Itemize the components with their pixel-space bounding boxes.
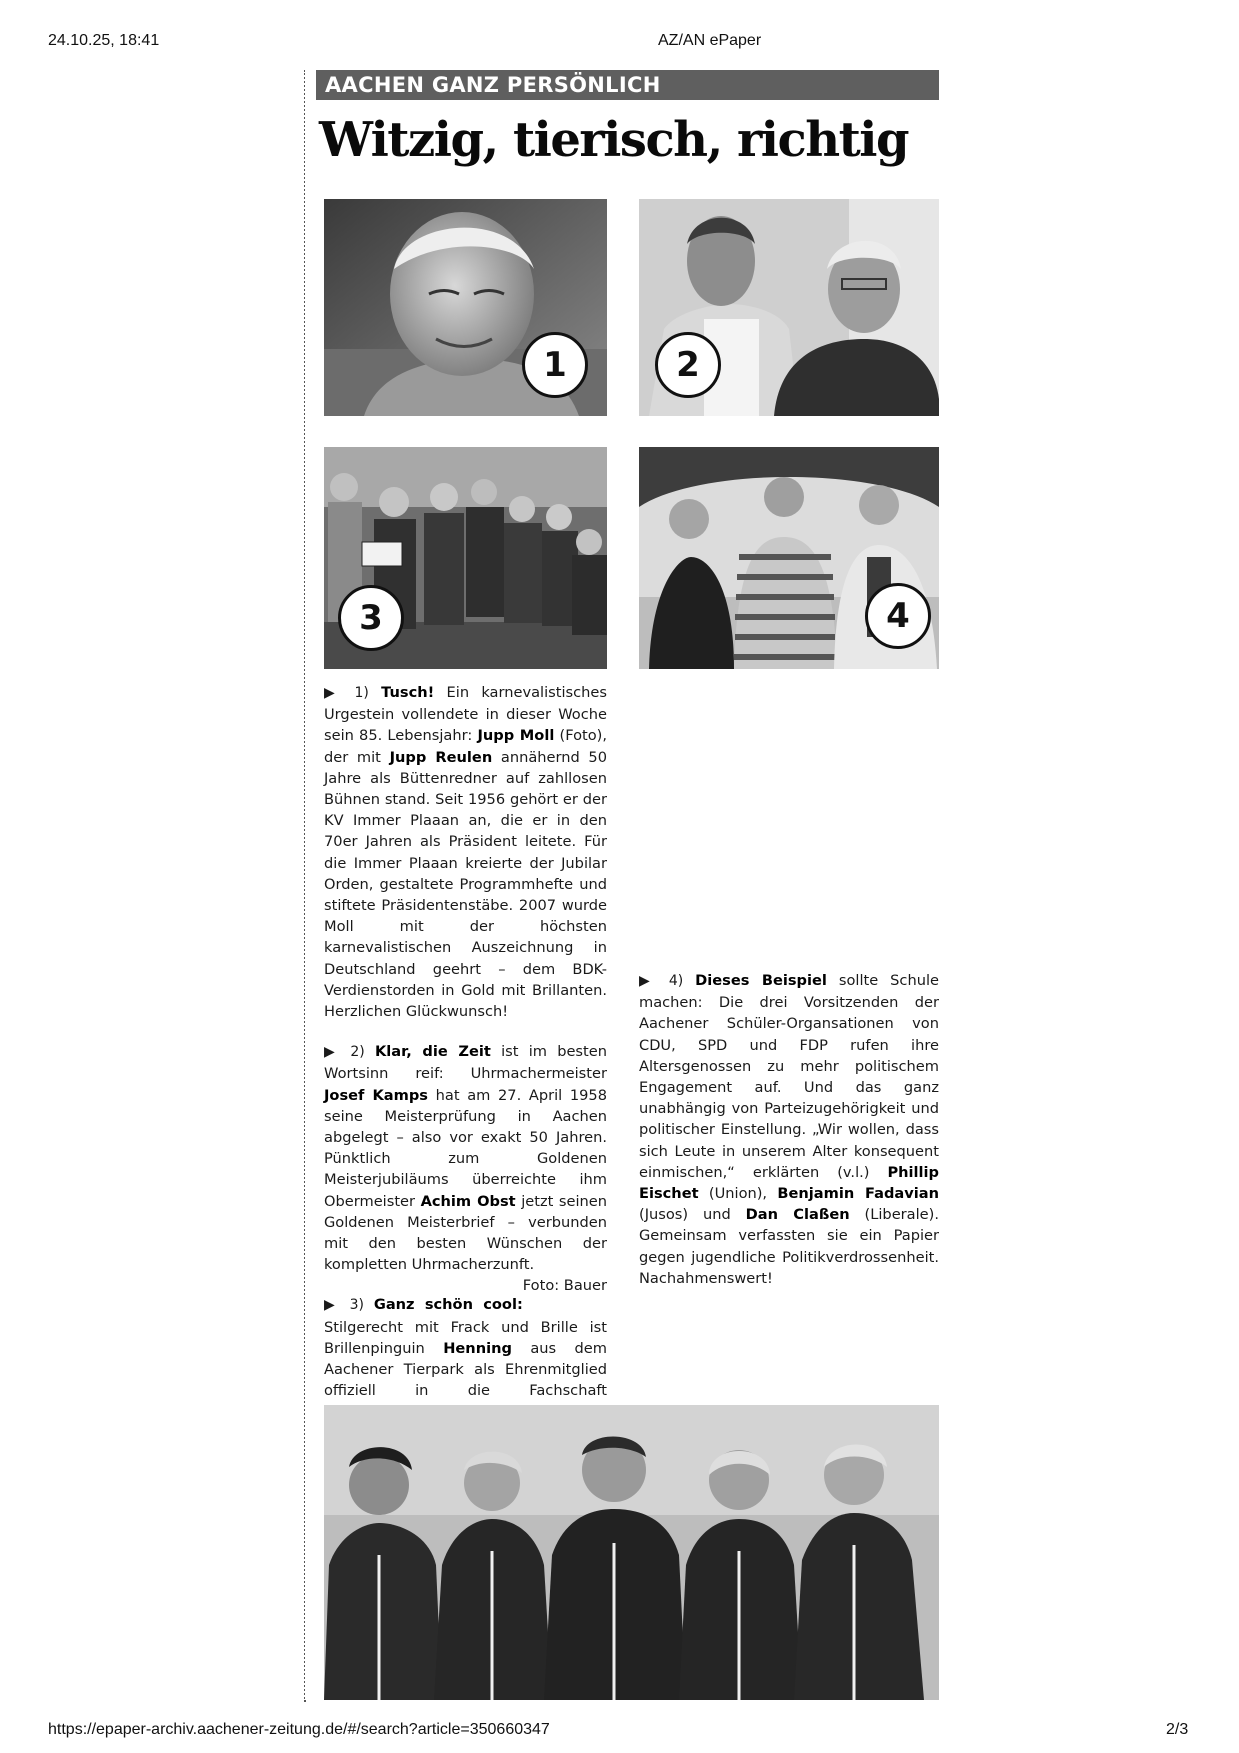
- photo-4-three-young-men: [639, 447, 939, 669]
- print-footer-page: 2/3: [1166, 1721, 1189, 1738]
- print-header-datetime: 24.10.25, 18:41: [48, 32, 160, 49]
- photo-2-number: 2: [655, 332, 721, 398]
- photo-1-portrait: [324, 199, 607, 416]
- photo-2-two-men: [639, 199, 939, 416]
- newspaper-clipping: [305, 70, 939, 1700]
- item-3-paragraph: ▶ 3) Ganz schön cool: Stilgerecht mit Frack und Brille ist Brillenpinguin Henning aus dem Aachener Tierpark als Ehrenmitglied offiziell in die Fachschaft: [324, 1296, 607, 1400]
- photo-1-number: 1: [522, 332, 588, 398]
- photo-3-group-penguin: [324, 447, 607, 669]
- bottom-photo-image: [324, 1405, 939, 1700]
- print-header-title: AZ/AN ePaper: [658, 32, 762, 49]
- print-footer-url: https://epaper-archiv.aachener-zeitung.de/#/search?article=350660347: [48, 1721, 550, 1738]
- item-4-paragraph: ▶ 4) Dieses Beispiel sollte Schule machen: Die drei Vorsitzenden der Aachener Schüler-Organsationen von CDU, SPD und FDP rufen ihre Altersgenossen zu mehr politischem Engagement auf. Und das ganz unabhängig von Parteizugehörigkeit und politischer Einstellung. „Wir wollen, dass sich Leute in unserem Alter konsequent einmischen,“ erklärten (v.l.) Phillip Eischet (Union), Benjamin Fadavian (Jusos) und Dan Claßen (Liberale). Gemeinsam verfassten sie ein Papier gegen jugendliche Politikverdrossenheit. Nachahmenswert!: [639, 972, 939, 1287]
- text-column-right: [639, 970, 939, 1308]
- item-1-paragraph: ▶ 1) Tusch! Ein karnevalistisches Urgestein vollendete in dieser Woche sein 85. Lebensjahr: Jupp Moll (Foto), der mit Jupp Reulen annähernd 50 Jahre als Büttenredner auf zahllosen Bühnen stand. Seit 1956 gehört er der KV Immer Plaaan an, die er in den 70er Jahren als Präsident leitete. Für die Immer Plaaan kreierte der Jubilar Orden, gestaltete Programmhefte und stiftete Präsidentenstäbe. 2007 wurde Moll mit der höchsten karnevalistischen Auszeichnung in Deutschland geehrt – dem BDK-Verdienstorden in Gold mit Brillanten. Herzlichen Glückwunsch!: [324, 684, 607, 1021]
- photo-4-number: 4: [865, 583, 931, 649]
- item-2-paragraph: ▶ 2) Klar, die Zeit ist im besten Wortsinn reif: Uhrmachermeister Josef Kamps hat am 27. April 1958 seine Meisterprüfung in Aachen abgelegt – also vor exakt 50 Jahren. Pünktlich zum Goldenen Meisterjubiläums überreichte ihm Obermeister Achim Obst jetzt seinen Goldenen Meisterbrief – verbunden mit den besten Wünschen der kompletten Uhrmacherzunft. Foto: Bauer: [324, 1041, 607, 1275]
- photo-3-number: 3: [338, 585, 404, 651]
- article-headline: Witzig, tierisch, richtig: [319, 112, 909, 168]
- item-2-photo-credit: Foto: Bauer: [522, 1277, 607, 1295]
- section-kicker: AACHEN GANZ PERSÖNLICH: [316, 70, 939, 100]
- photo-group-jackets: [324, 1405, 939, 1700]
